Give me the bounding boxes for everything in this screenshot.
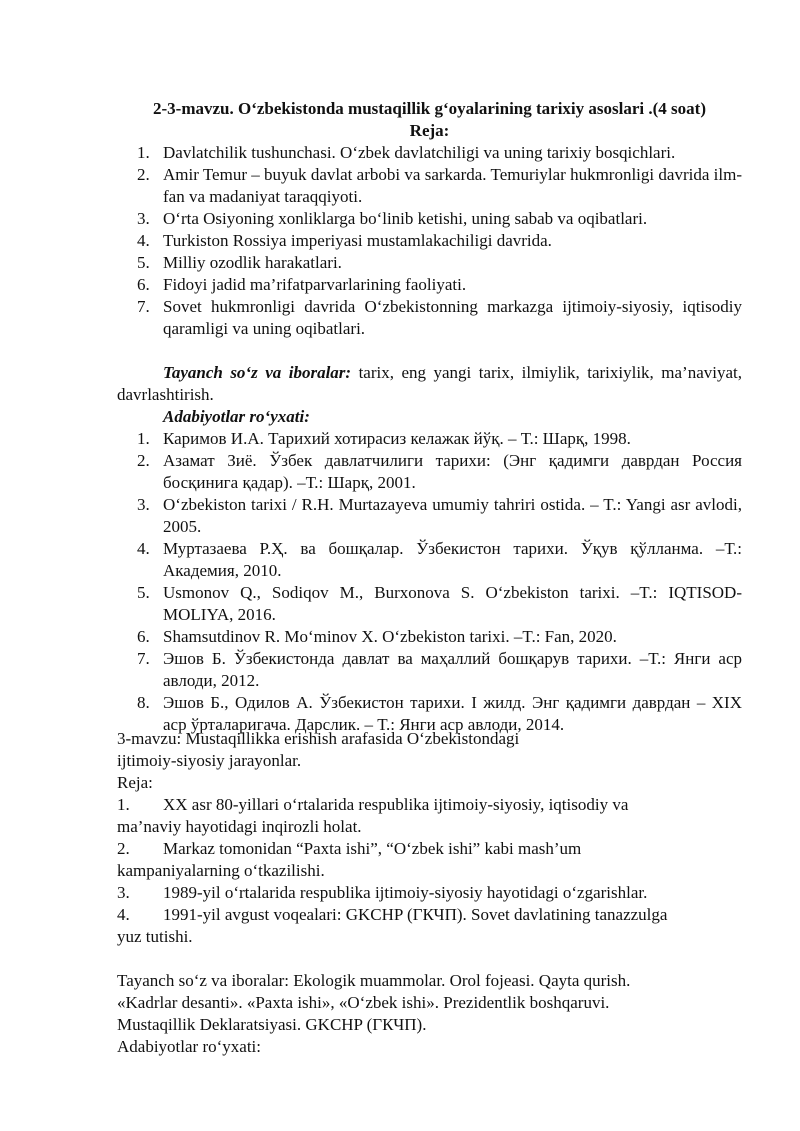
plan2-list <box>117 794 757 948</box>
list-item: 4. 1991-yil avgust voqealari: GKCHP (ГКЧП). Sovet davlatining tanazzulga <box>117 905 668 924</box>
list-item-continuation: kampaniyalarning o‘tkazilishi. <box>117 861 325 880</box>
list-item: 2. Азамат Зиё. Ўзбек давлатчилиги тарихи: (Энг қадимги даврдан Россия босқинига қадар). –Т.: Шарқ, 2001. <box>137 451 742 492</box>
plan2-heading: Reja: <box>117 773 153 792</box>
list-item: 4. Муртазаева Р.Ҳ. ва бошқалар. Ўзбекистон тарихи. Ўқув қўлланма. –Т.: Академия, 2010. <box>137 539 742 580</box>
list-item-continuation: yuz tutishi. <box>117 927 193 946</box>
list-item: 7. Эшов Б. Ўзбекистонда давлат ва маҳаллий бошқарув тарихи. –Т.: Янги аср авлоди, 2012. <box>137 649 742 690</box>
literature-heading: Adabiyotlar ro‘yxati: <box>163 407 310 426</box>
list-item: 1. XX asr 80-yillari o‘rtalarida respublika ijtimoiy-siyosiy, iqtisodiy va <box>117 795 629 814</box>
list-item: 5. Milliy ozodlik harakatlari. <box>137 253 342 272</box>
keywords2-line3: Mustaqillik Deklaratsiyasi. GKCHP (ГКЧП). <box>117 1015 427 1034</box>
list-item: 4. Turkiston Rossiya imperiyasi mustamlakachiligi davrida. <box>137 231 552 250</box>
plan-list <box>117 142 742 340</box>
list-item: 6. Fidoyi jadid ma’rifatparvarlarining faoliyati. <box>137 275 467 294</box>
list-item: 3. O‘zbekiston tarixi / R.H. Murtazayeva umumiy tahriri ostida. – T.: Yangi asr avlodi, 2005. <box>137 495 742 536</box>
keywords2-line2: «Kadrlar desanti». «Paxta ishi», «O‘zbek ishi». Prezidentlik boshqaruvi. <box>117 993 610 1012</box>
list-item: 2. Amir Temur – buyuk davlat arbobi va sarkarda. Temuriylar hukmronligi davrida ilm-fan va madaniyat taraqqiyoti. <box>137 165 742 206</box>
spacer <box>117 948 757 970</box>
list-item: 2. Markaz tomonidan “Paxta ishi”, “O‘zbek ishi” kabi mash’um <box>117 839 582 858</box>
topic3-title-line1: 3-mavzu: Mustaqillikka erishish arafasida O‘zbekistondagi <box>117 729 520 748</box>
keywords2-line1: Tayanch so‘z va iboralar: Ekologik muammolar. Orol fojeasi. Qayta qurish. <box>117 971 631 990</box>
spacer <box>117 340 742 362</box>
list-item: 1. Davlatchilik tushunchasi. O‘zbek davlatchiligi va uning tarixiy bosqichlari. <box>137 143 676 162</box>
literature-list <box>117 428 742 736</box>
second-section <box>117 728 757 1058</box>
keywords-label: Tayanch so‘z va iboralar: <box>163 363 352 382</box>
list-item: 3. 1989-yil o‘rtalarida respublika ijtimoiy-siyosiy hayotidagi o‘zgarishlar. <box>117 883 648 902</box>
document-title: 2-3-mavzu. O‘zbekistonda mustaqillik g‘oyalarining tarixiy asoslari .(4 soat) <box>153 99 706 118</box>
list-item-continuation: ma’naviy hayotidagi inqirozli holat. <box>117 817 362 836</box>
keywords-text: tarix, eng yangi tarix, ilmiylik, tarixiylik, ma’naviyat, davrlashtirish. <box>117 363 742 404</box>
plan-heading: Reja: <box>409 121 450 140</box>
document-page <box>117 98 742 736</box>
keywords-paragraph <box>117 362 742 406</box>
list-item: 3. O‘rta Osiyoning xonliklarga bo‘linib ketishi, uning sabab va oqibatlari. <box>137 209 648 228</box>
literature2-heading: Adabiyotlar ro‘yxati: <box>117 1037 261 1056</box>
list-item: 8. Эшов Б., Одилов А. Ўзбекистон тарихи. I жилд. Энг қадимги даврдан – XIX аср ўрталаригача. Дарслик. – Т.: Янги аср авлоди, 2014. <box>137 693 742 734</box>
list-item: 1. Каримов И.А. Тарихий хотирасиз келажак йўқ. – Т.: Шарқ, 1998. <box>137 429 631 448</box>
topic3-title-line2: ijtimoiy-siyosiy jarayonlar. <box>117 751 302 770</box>
list-item: 6. Shamsutdinov R. Mo‘minov X. O‘zbekiston tarixi. –T.: Fan, 2020. <box>137 627 617 646</box>
list-item: 5. Usmonov Q., Sodiqov M., Burxonova S. O‘zbekiston tarixi. –T.: IQTISOD-MOLIYA, 2016. <box>137 583 742 624</box>
list-item: 7. Sovet hukmronligi davrida O‘zbekistonning markazga ijtimoiy-siyosiy, iqtisodiy qaramligi va uning oqibatlari. <box>137 297 742 338</box>
